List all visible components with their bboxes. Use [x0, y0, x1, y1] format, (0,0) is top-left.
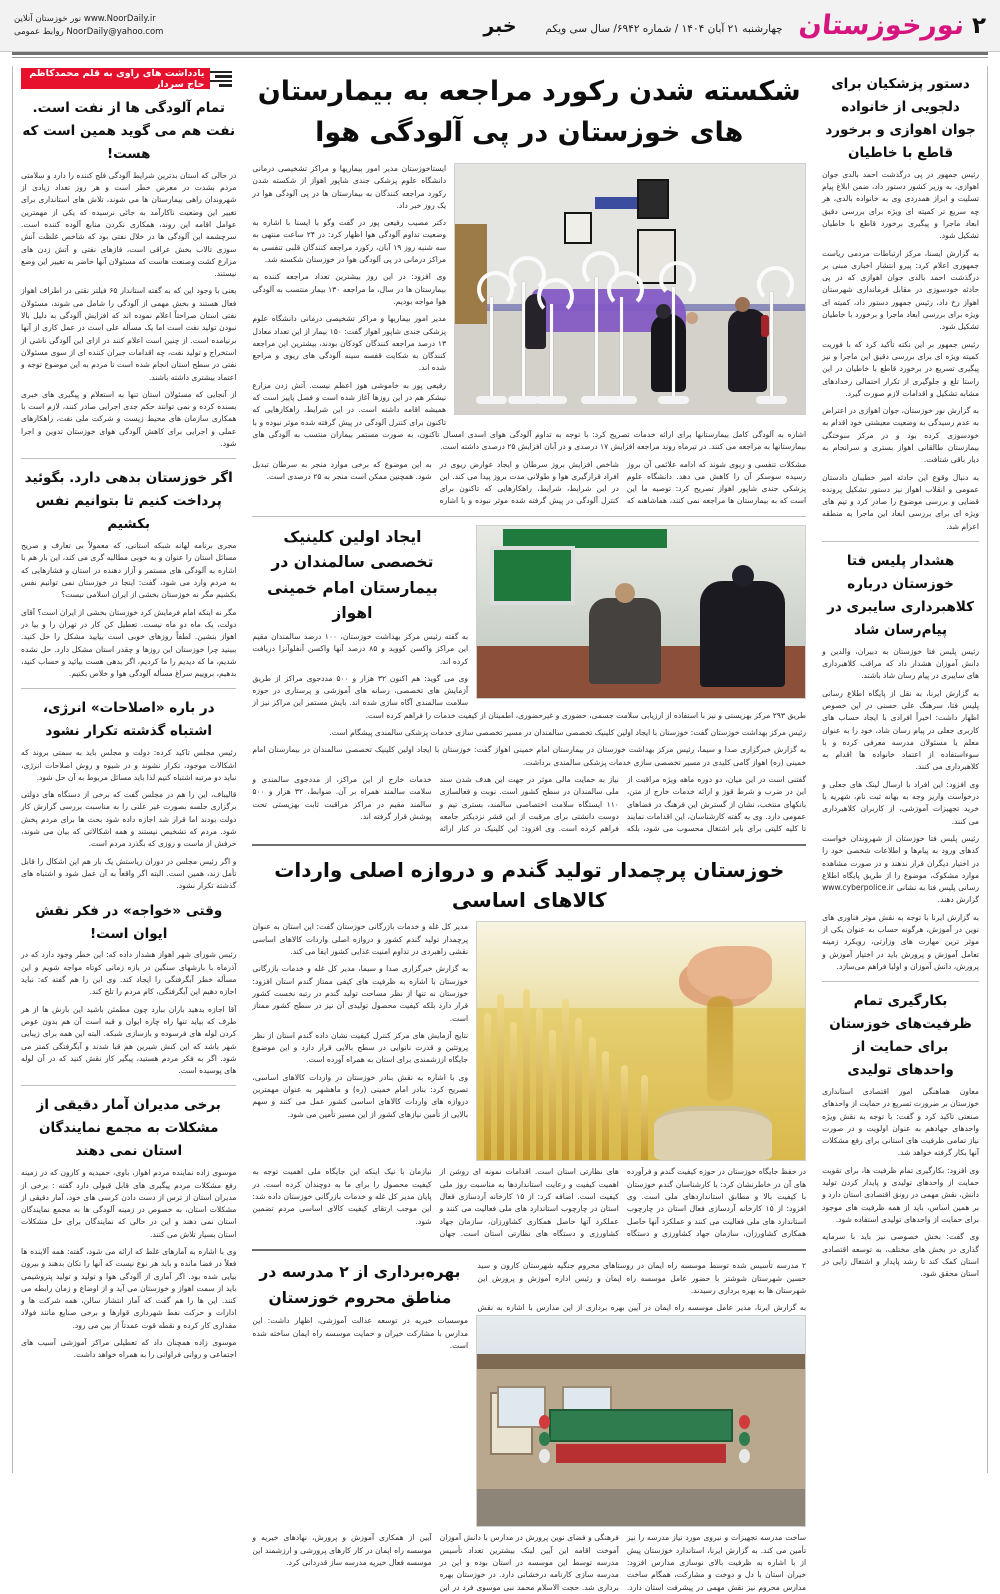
article-headline[interactable]: برخی مدیران آمار دقیقی از مشکلات به مجمع نمایندگان استان نمی دهند: [36, 1097, 221, 1160]
school-opening-photo: [476, 1315, 806, 1527]
clinic-body: وی افزود: این کلینیک در کنار ارائه خدمات خارج از این مراکز، از مددجوی سالمندی و سلامت سالمند همراه بر آن.: [252, 774, 555, 834]
wheat-body: وی با اشاره به نقش بنادر خوزستان در واردات کالاهای اساسی، تصریح کرد: بنادر امام خمینی (ره) و ماهشهر به عنوان مهمترین دروازه های واردات کالاهای اساسی کشور عمل می کنند و سهم بالایی از تأمین نیازهای کشور از این مسیر تأمین می شود.: [252, 1072, 469, 1119]
article-headline[interactable]: هشدار پلیس فتا خوزستان درباره کلاهبرداری سایبری در پیام‌رسان شاد: [827, 553, 974, 638]
article-body: وی با اشاره به آمارهای غلط که ارائه می شود، گفته: همه آلاینده ها فعلاً در فضا مانده و باید هر نوع نیست که آنها را تکان بدهند و بیرون بیایی شده بود. اگر آماری از آلودگی هوا و تولید و تولید پتروشیمی باید از سمت اهواز و خوزستان می آید و از اوضاع و زمان رابطه می کنند. این ها را هم گفت که آمار انتشار سالن، همه شرکت ها و ادارات و حرکت نفط شهرداری قوارها و برخی صنایع مانند فولاد مقداری کار کرده و نقطه قوت عمدتاً از بین می رود.: [21, 1247, 237, 1330]
article-body: به دنبال وقوع این حادثه امیر خطیبان دادستان عمومی و انقلاب اهواز نیز دستور تشکیل پرونده قضایی و بررسی موضوع را صادر کرد و تیم های ویژه ای برای بررسی ابعاد این ماجرا به منطقه اعزام شد.: [822, 472, 980, 531]
article-body: موسوی زاده همچنان داد که تعطیلی مراکز آموزشی آسیب های اجتماعی و روانی فراوانی را به همراه خواهد داشت.: [21, 1338, 237, 1360]
school-body: در خوزستان بهره برداری شد.: [439, 1570, 619, 1592]
article-body: مگر نه اینکه امام فرمایش کرد خوزستان بخشی از ایران است؟ آقای دولت، یک ماه دو ماه نیست. تعطیل کن کار در تهران را و بیا در اهواز بنشین. لطفاً روزهای خوبی است بیایید مشکل را حل کنید. ببینید چرا خوزستان این روزها و چقدر استان مشکل دارد. حل نشده شدیم، ما که دیدیم را ما کردیم، اگر بدهی هست بیائید و حساب کنید، بدهیم، بروییم سراغ مسأله آلودگی هوا و خلاص بکنیم.: [21, 607, 237, 679]
newspaper-logo: نورخوزستان: [797, 10, 966, 41]
article-body: یعنی با وجود این که به گفته استاندار ۶۵ فیلتر نقتی در اطراف اهواز فعال هستند و بخش مهمی از آلودگی را شامل می شوند، مسئولان نفتی استان صراحتاً اعلام نموده اند که افزایش آلودگی به دلیل بالا نبودن تولید نفت است اما یک مسأله علی است در عمل کاری از آنها برنیامده است. از چنین است اعلام کنند در ازای این آلودگی ناشی از استخراج و تولید نفت، چه اقدامات جبران کننده ای از سوی مسئولان نفتی در سطح استان انجام شده است تا مردم به این موضوع توجه و اعتماد بیشتری داشته باشند.: [21, 286, 237, 382]
article-headline[interactable]: تمام آلودگی ها از نفت است. نفت هم می گوید همین است که هست!: [22, 100, 236, 162]
school-headline[interactable]: بهره‌برداری از ۲ مدرسه در مناطق محروم خوزستان: [259, 1263, 461, 1307]
school-body: فرهنگی و فضای نوین پرورش در مدارس با دانش آموزان آموخت اقامه این آیین لینک بیشترین تعداد تأسیس مدرسه توسط این موسسه در استان بوده و این در مدرسه سازی کارنامه درخشانی دارد.: [439, 1533, 619, 1580]
article-headline[interactable]: دستور پزشکیان برای دلجویی از خانواده جوان اهوازی و برخورد قاطع با خاطیان: [825, 76, 976, 161]
divider: [252, 1249, 806, 1251]
divider: [252, 844, 806, 846]
article-headline[interactable]: بکارگیری تمام ظرفیت‌های خوزستان برای حمایت از واحدهای تولیدی: [829, 993, 972, 1079]
wheat-body: وی افزود: از ۱۵ کارخانه آردسازی فعال استان در چارچوب استاندارد های ملی فعالیت می کنند و عملکرد آنها حاصل همکاری کشاورزان، سازمان جهاد کشاورزی و دستگاه های نظارتی استان است.: [534, 1167, 807, 1238]
article-body: رئیس پلیس فتا خوزستان از شهروندان خواست کدهای ورود به پیام‌ها و اطلاعات شخصی خود را در اختیار دیگران قرار ندهند و در صورت مشاهده موارد مشکوک، موضوع را از طریق پایگاه اطلاع رسانی پلیس فتا به نشانی www.cyberpolice.ir گزارش دهند.: [822, 833, 980, 905]
lead-body: مدیر امور بیماریها و مراکز تشخیصی درمانی دانشگاه علوم پزشکی جندی شاپور اهواز گفت: ۱۵۰ بیمار از این تعداد معادل ۱۳ درصد مراجعه کنندگان کودکان بودند، بیشترین این مراجعه کنندگان به شکایت قفسه سینه آلودگی های ریوی و مراجع شده اند.: [252, 314, 447, 373]
article-body: از آنجایی که مسئولان استان تنها به استعلام و پیگیری های خبری بسنده کرده و نمی توانند حکم جدی اجرایی صادر کنند، لازم است با همکاری سازمان های محیط زیست و شرکت ملی نفت، راهکارهای عملی و اجرایی برای کاهش آلودگی هوای خوزستان تدوین و اجرا شود.: [21, 389, 237, 449]
wheat-headline[interactable]: خوزستان پرچمدار تولید گندم و دروازه اصلی واردات کالاهای اساسی: [274, 858, 785, 913]
clinic-article: [252, 525, 806, 774]
article-headline[interactable]: وقتی «خواجه» در فکر نقش ایوان است!: [35, 902, 223, 942]
clinic-body: وی به گفته کارشناسان، این اقدامات نمایند تا کلیه کلیتی برای بایر اشتغال محسوب می شود، بلکه نیاز به حمایت مالی موثر در جهت این هدف شدن سند ملی سالمندان در سطح کشور است.: [439, 774, 807, 834]
wheat-body: جهان نیازمان با نیک اینکه این جایگاه ملی اهمیت توجه به کیفیت محصول را برای ما به دوچندان کرده است. در پایان مدیر کل غله و خدمات بازرگانی خوزستان داده شد: این موجب ارتقای کیفیت کالای اساسی مردم تضمین شود.: [252, 1167, 456, 1238]
school-body: به گزارش ایرنا، استاندارد خوزستان پیش از با اشاره به ظرفیت بالای نوسازی مدارس افزود: خیران استان با دل و دوخت و مشارکت، همگام ساخت مدارس محروم نیز نقش مهمی در پیشرفت استان دارد.: [626, 1545, 807, 1592]
masthead-contact: [14, 13, 163, 38]
clinic-body: گفتنی است در این میان، دو دوره ماهه ویژه مراقبت از این در ضرب و شرط قوز و ارائه خدمات خارج از متن، بانکهای منتخب، نشان از گسترش این فرهنگ در فضاهای عمومی دارد.: [626, 774, 807, 821]
wheat-body: در حفظ جایگاه خوزستان در حوزه کیفیت گندم و فرآورده های آن در خاطرنشان کرد: با کارشناسان گندم خوزستان با کیفیت بالا و مطابق استانداردهای ملی است.: [626, 1167, 807, 1202]
article-body: رئیس جمهور در پی درگذشت احمد بالدی جوان اهوازی، به وزیر کشور دستور داد، ضمن ابلاغ پیام تسلیت و ابراز همدردی وی به خانواده بالدی، هر چه سریع تر کمیته ای ویژه برای بررسی دقیق ابعاد ماجرا و پیگیری برخورد قاطع با خاطیان تشکیل شود.: [822, 169, 980, 241]
masthead-brand: [545, 10, 986, 41]
article-body: وی گفت: بخش خصوصی نیز باید با سرمایه گذاری در بخش های مختلف، به توسعه اقتصادی استان کمک کند تا رشد پایدار و اشتغال زایی در استان محقق شود.: [822, 1232, 980, 1279]
article-body: وی افزود: بکارگیری تمام ظرفیت ها، برای تقویت حمایت از واحدهای تولیدی و پایدار کردن تولید دانش، نقش مهمی در رونق اقتصادی استان دارد و بر همین اساس، باید از همه ظرفیت های موجود برای حمایت از واحدهای تولیدی استفاده شود.: [822, 1165, 980, 1224]
school-body: حجت الاسلام محمد نبی موسوی فرد در این آیین از همکاری آموزش و پرورش، نهادهای خیریه و موسسه راه ایمان در کار کارهای پرورشی و ارزشمند این موسسه فعال خیریه مدرسه ساز قدردانی کرد.: [252, 1533, 580, 1592]
article-body: موسوی زاده نماینده مردم اهواز، باوی، حمیدیه و کارون که در زمینه رفع مشکلات مردم پیگیری های قابل قبولی دارد گفته : برخی از مدیران استان از ترس از دست دادن کرسی های خود، آمار دقیقی از مشکلات استان، به خصوص در زمینه آلودگی ها به مجمع نمایندگان استان نمی دهند و این در حالی که نمایندگان برای حل مشکلات استان بسیار تلاش می کنند.: [21, 1168, 237, 1239]
column-middle-main: [244, 66, 814, 1592]
hospital-emergency-photo: [454, 163, 806, 415]
lead-article: [252, 163, 806, 459]
clinic-body: به گفته رئیس مرکز بهداشت خوزستان، ۱۰۰ درصد سالمندان مقیم این مراکز واکسن کووید و ۸۵ درصد آنها واکسن آنفلوآنزا دریافت کرده اند.: [252, 631, 469, 666]
article-body: به گزارش ایرنا، به نقل از پایگاه اطلاع رسانی پلیس فتا، سرهنگ علی حسنی در این خصوص اظهار داشت: اخیراً افرادی با ایجاد حساب های کاربری جعلی در پیام رسان شاد، خود را به عنوان معلم یا مسئولان مدرسه معرفی کرده و با سوءاستفاده از اعتماد خانواده ها اقدام به کلاهبرداری می کنند.: [822, 688, 980, 772]
lead-headline[interactable]: شکسته شدن رکورد مراجعه به بیمارستان های خوزستان در پی آلودگی هوا: [257, 76, 801, 148]
article-body: به گزارش نور خوزستان، جوان اهوازی در اعتراض به عدم رسیدگی به وضعیت معیشتی خود اقدام به خودسوزی کرده بود و در مرکز سوختگی بیمارستان طالقانی اهواز بستری و سرانجام به دیار باقی شتافت.: [822, 406, 980, 465]
clinic-body: ضوابط، ۳۲ هزار و ۵۰۰ سالمند مقیم در مراکز مراقبت ثابت بهزیستی تحت پوشش قرار گرفته اند.: [252, 787, 432, 821]
issue-date-line: چهارشنبه ۲۱ آبان ۱۴۰۴ / شماره ۶۹۴۲/ سال سی ویکم: [545, 22, 783, 35]
school-body: به گزارش ایرنا، مدیر عامل موسسه راه ایمان در آیین بهره برداری از این مدارس با اشاره به نقش موسسات خیریه در توسعه عدالت آموزشی، اظهار داشت: این مدارس با مشارکت خیران و حمایت موسسه راه ایمان ساخته شده است.: [252, 1303, 807, 1350]
clinic-consult-photo: [476, 525, 806, 699]
clinic-body: وی می گوید: هم اکنون ۳۲ هزار و ۵۰۰ مددجوی مراکز از طریق آزمایش های تخصصی، رسانه های آموزشی و پرستاری در حوزه سلامت سالمندی آگاه سازی شده اند. بایش مستمر این مراکز نیز از طریق ۲۹۳ مرکز بهزیستی و نیز با استفاده از ارزیابی سلامت جسمی، حضوری و غیرحضوری، اطمینان از کیفیت خدمات را فراهم کرده است.: [252, 673, 807, 720]
clinic-body: رئیس مرکز بهداشت خوزستان گفت: خوزستان با ایجاد اولین کلینیک تخصصی سالمندان در مسیر تخصصی سازی خدمات پزشکی سالمندی پیشگام است.: [329, 728, 807, 738]
school-body: ۲ مدرسه تأسیس شده توسط موسسه راه ایمان در روستاهای محروم جنگیه شهرستان کارون و سید حسین شهرستان شوشتر با حضور عامل موسسه راه ایمان و رئیس اداره آموزش و پرورش این شهرستان ها به بهره برداری رسیدند.: [477, 1261, 807, 1295]
clinic-body: به گزارش خبرگزاری صدا و سیما، رئیس مرکز بهداشت خوزستان در بیمارستان امام خمینی اهواز گفت: خوزستان با ایجاد اولین کلینیک تخصصی سالمندان در بیمارستان امام خمینی (ره) اهواز گامی کلیدی در مسیر تخصصی سازی خدمات پزشکی سالمندی برداشت.: [252, 745, 807, 767]
divider: [252, 516, 806, 517]
lead-body: این در این شرایط، شرایط، راهکارهایی که تاکنون برای کنترل آلودگی در پیش گرفته شده موثر نبوده و با اشاره به این موضوع که برخی موارد منجر به سرطان تبدیل شود. همچنین ممکن است منجر به ۲۵ درصدی است.: [252, 459, 619, 506]
article-body: در حالی که استان بدترین شرایط آلودگی فلج کننده را دارد و سلامتی مردم بشدت در معرض خطر است و هر روز تعداد زیادی از شهروندان راهی بیمارستان ها می شوند، تلاش های استانداری برای تغییر این وضعیت ناکارآمد به جائی نرسیده که یکی از مهمترین عوامل اقامه این روند، همکاری نکردن منابع آلوده کننده است. سرچشمه این آلودگی ها در خلال نفتی بود که شاخص غلظت آنش سوزی تالاب بخش عراقی است، فازهای نفتی و آتش زدن های مزارع کشت وصنعت هاست که مسئولان آنها حاضر به تغییر این وضع نیستند.: [21, 170, 237, 279]
column-left-news: [814, 66, 988, 1473]
lead-body: رفیعی پور به خاموشی هوز اعظم نیست. آتش زدن مزارع نیشکر هم در این روزها آغاز شده است و فصل پاییز است که همیشه اقامه داشته است. در این شرایط، راهکارهایی که تاکنون برای کنترل آلودگی در پیش گرفته شده موثر نبوده و با اشاره به آلودگی کامل بیمارستانها برای ارائه خدمات تصریح کرد: با توجه به تداوم آلودگی هوای اسدی امسال تاکنون، به صورت مستمر بیماران منتسب به آلودگی های بیمارستانها به مراجعه می کنند. در تیرماه روند مراجعه افزایش ۱۷ درصدی و در آبان افزایش ۲۵ درصدی داشته است.: [252, 380, 807, 452]
column-right-opinion: [12, 66, 244, 1473]
masthead-rule-thick: [12, 52, 988, 55]
article-body: رئیس جمهور بر این نکته تأکید کرد که با فوریت کمیته ویژه ای برای بررسی دقیق این ماجرا و نیز پیگیری تسریع در برخورد قاطع با خاطیان در این راستا تلغ و جلوگیری از تکرار احتمالی رخدادهای مشابه تشکیل و اقدامات لازم صورت گیرد.: [822, 339, 980, 398]
article-body: وی افزود: این افراد با ارسال لینک های جعلی و درخواست واریز وجه به بهانه ثبت نام، شهریه یا خرید تجهیزات آموزشی، از کاربران کلاهبرداری می کنند.: [822, 779, 980, 826]
email-line[interactable]: روابط عمومی NoorDaily@yahoo.com: [14, 26, 164, 37]
wheat-body: نتایج آزمایش های مرکز کنترل کیفیت نشان داده گندم استان از نظر پروتئین و قدرت نانوایی در سطح بالایی قرار دارد و این موضوع جایگاه ارزشمندی برای استان به همراه آورده است.: [252, 1030, 469, 1065]
wheat-harvest-photo: [476, 921, 806, 1161]
article-body: آقا اجازه بدهید باران ببارد چون مطمئن باشید این بارش ها از هر طرف که بیاید تنها راه چاره ایوان و قبه است آن هم بدون عوض کردن لوله های فرسوده و بازسازی شبکه. البته این همه برای زیبایی شهر باشد که این کنش شیرین هم قبا شدند و آبگرفتگی کمتر می شود. اگر به فکر مردم هستید، پیگیر کار نقش کنید که در آن لوله های پوسیده است.: [21, 1004, 237, 1076]
masthead: [0, 0, 1000, 52]
article-headline[interactable]: اگر خوزستان بدهی دارد. بگوئید پرداخت کنیم تا بتوانیم نفس بکشیم: [24, 470, 233, 533]
article-body: رئیس شورای شهر اهواز هشدار داده که: این خطر وجود دارد که در آذرماه با بارشهای سنگین در بازه زمانی کوتاه مواجه شویم و این مسأله خطر آبگرفتگی را ایجاد کند. وی این را هم گفته که: نباید اجازه دهیم این آبگرفتگی، کام مردم را تلخ کند.: [21, 950, 237, 997]
article-body: مجری برنامه لهانه شبکه استانی، که معمولاً بی تعارف و صریح مسائل استان را عنوان و به خوبی مطالبه گری می کند، این بار هم با اشاره به آلودگی های مستمر و آزار دهنده در استان و فشارهایی که به مردم وارد می شود، گفت: اینجا در خوزستان نمی توانیم نفس بکشیم مگر نه خوزستان بخشی از ایران اسلامی نیست؟: [21, 541, 237, 600]
lead-body: ایستاخوزستان مدیر امور بیماریها و مراکز تشخیصی درمانی دانشگاه علوم پزشکی جندی شاپور اهواز از شکسته شدن رکورد مراجعه کنندگان به بیمارستان ها در پی آلودگی هوا در یک روز خبر داد.: [252, 164, 447, 210]
wheat-body: مدیر کل غله و خدمات بازرگانی خوزستان گفت: این استان به عنوان پرچمدار تولید گندم کشور و دروازه اصلی واردات کالاهای اساسی نقشی راهبردی در تداوم امنیت غذایی کشور ایفا می کند.: [252, 922, 469, 957]
clinic-body: نوبت و فعالسازی ۱۱۰ ایستگاه سلامت اختصاصی سالمند، بستری تیم و دوست دانشتی برای مرقبت از این قشر نزدیکتر جامعه فراهم کرده است.: [439, 787, 619, 834]
lead-body-columns: [252, 459, 806, 508]
divider: [21, 1085, 236, 1086]
wheat-body-columns: [252, 1166, 806, 1240]
article-body: رئیس پلیس فتا خوزستان به دبیران، والدین و دانش آموزان هشدار داد که مراقب کلاهبرداری های سایبری در پیام رسان شاد باشند.: [822, 646, 980, 681]
wheat-article: [252, 921, 806, 1166]
lines-icon: [210, 68, 236, 89]
school-body: ساخت مدرسه تجهیزات و نیروی مورد نیاز مدرسه را نیز تأمین می کند.: [626, 1533, 807, 1555]
page-number: ۲: [971, 12, 986, 39]
wheat-body: اقدامات نمونه ای روشن از اهمیت کیفیت و رعایت استانداردها به مناسبت روز ملی کیفیت است. اضافه کرد: از ۱۵ کارخانه آردسازی فعال استان در چارچوب استاندارد های ملی فعالیت می کنند و عملکرد آنها حاصل همکاری کشاورزان، سازمان جهاد کشاورزی و دستگاه های نظارتی استان است.: [439, 1167, 619, 1238]
opinion-banner-label: یادداشت های راوی به قلم محمدکاظم حاج سردار: [21, 68, 210, 89]
lead-body: دکتر مصیب رفیعی پور در گفت وگو با ایسنا با اشاره به وضعیت تداوم آلودگی هوا اظهار کرد: در ۲۴ ساعت منتهی به سه شنبه روز ۱۹ آبان، رکورد مراجعه کنندگان قلبی تنفسی به مراکز درمانی در پی آلودگی هوا در خوزستان شکسته شد.: [252, 218, 447, 265]
article-body: معاون هماهنگی امور اقتصادی استانداری خوزستان بر ضرورت تسریع در حمایت از واحدهای صنعتی تاکید کرد و گفت: با توجه به نقش ویژه واحدهای جهادهم به عنوان اولویت و در صورت نیاز تمامی ظرفیت های استانی برای رفع مشکلات آنها بکار گرفته خواهد شد.: [822, 1086, 980, 1158]
page-columns: [0, 58, 1000, 1592]
clinic-headline[interactable]: ایجاد اولین کلینیک تخصصی سالمندان در بیمارستان امام خمینی اهواز: [267, 527, 438, 623]
divider: [822, 541, 979, 542]
opinion-banner: [21, 68, 236, 89]
article-body: قالیباف، این را هم در مجلس گفت که برخی از دستگاه های دولتی برگزاری جلسه بصورت غیر علنی را به مناسبت بررسی گزارش کار دولت بودند اما قرار شد اجازه داده شود بحث ها برای مردم پخش شود. مردم که تشخیص نیستند و همه اشکالاتی که بیان می شوند، حرفش از ماست و روزی که بگذرد مردم است.: [21, 790, 237, 849]
school-body-columns: [252, 1532, 806, 1593]
article-body: و اگر رئیس مجلس در دوران ریاستش یک بار هم این اشکال را قابل تأمل زند، همین است. البته اگر واقعاً به آن عمل شود و اشتباه های گذشته تکرار نشود.: [21, 856, 237, 891]
lead-body: وی افزود: در این روز بیشترین تعداد مراجعه کننده به بیمارستان ها در سال، ما مراجعه ۱۳۰ بیمار منتسب به آلودگی هوا مواجه بودیم.: [252, 272, 447, 306]
article-body: به گزارش ایرنا با توجه به نقش موثر فناوری های نوین در آموزش، هرگونه حساب به عنوان یکی از موثر ترین مهارت های وزارتی، رویکرد زمینه تعامل آموزش و پرورش باید در اختیار آموزش و پرورش، دانش آموزان و اولیا فراهم می‌سازد.: [822, 912, 980, 971]
website-line[interactable]: نور خوزستان آنلاین www.NoorDaily.ir: [14, 14, 156, 25]
divider: [21, 458, 236, 459]
wheat-body: به گزارش خبرگزاری صدا و سیما، مدیر کل غله و خدمات بازرگانی خوزستان با اشاره به ظرفیت های کیفی ممتاز گندم استان افزود: خوزستان نه تنها از نظر مساحت تولید گندم در رتبه نخست کشور قرار دارد بلکه کیفیت محصول تولیدی آن نیز در سطح کشور ممتاز است.: [252, 964, 469, 1023]
divider: [21, 688, 236, 689]
lead-body: مشکلات تنفسی و ریوی شوند که ادامه علائمی آن بروز رسیده سوسکر آن را کاهش می دهد. دانشگاه علوم پزشکی جندی شاپور اهواز تصریح کرد: توصیه ما این است که به بیمارستان ها مراجعه نمی کنند، هماشاهنه که شاخص افزایش بروز سرطان و ایجاد عوارض ریوی در افراد قرارگیری هوا و طولانی مدت بروز پیدا می کند.: [439, 459, 807, 506]
article-body: رئیس مجلس تاکید کرده: دولت و مجلس باید به سمتی بروند که اشکالات موجود، تکرار نشوند و در شیوه و روش اصلاحات انرژی، نباید دو مرتبه اشتباه کنیم لذا باید مسائل مربوط به آن حل شود.: [21, 748, 237, 782]
section-title: خبر: [483, 14, 517, 37]
clinic-body-columns: [252, 774, 806, 835]
divider: [822, 981, 979, 982]
school-article: [252, 1260, 806, 1532]
article-body: به گزارش ایسنا، مرکز ارتباطات مردمی ریاست جمهوری اعلام کرد: پیرو انتشار اخباری مبنی بر درگذشت احمد بالدی جوان اهوازی که در پی حادثه خودسوزی در مقابل فرمانداری شهرستان اهواز رخ داد، رئیس جمهور دستور داد، کمیته ای ویژه برای بررسی ابعاد ماجرا و برخورد با خاطیان تشکیل شود.: [822, 248, 980, 332]
article-headline[interactable]: در باره «اصلاحات» انرژی، اشتباه گذشته تکرار نشود: [42, 700, 215, 740]
